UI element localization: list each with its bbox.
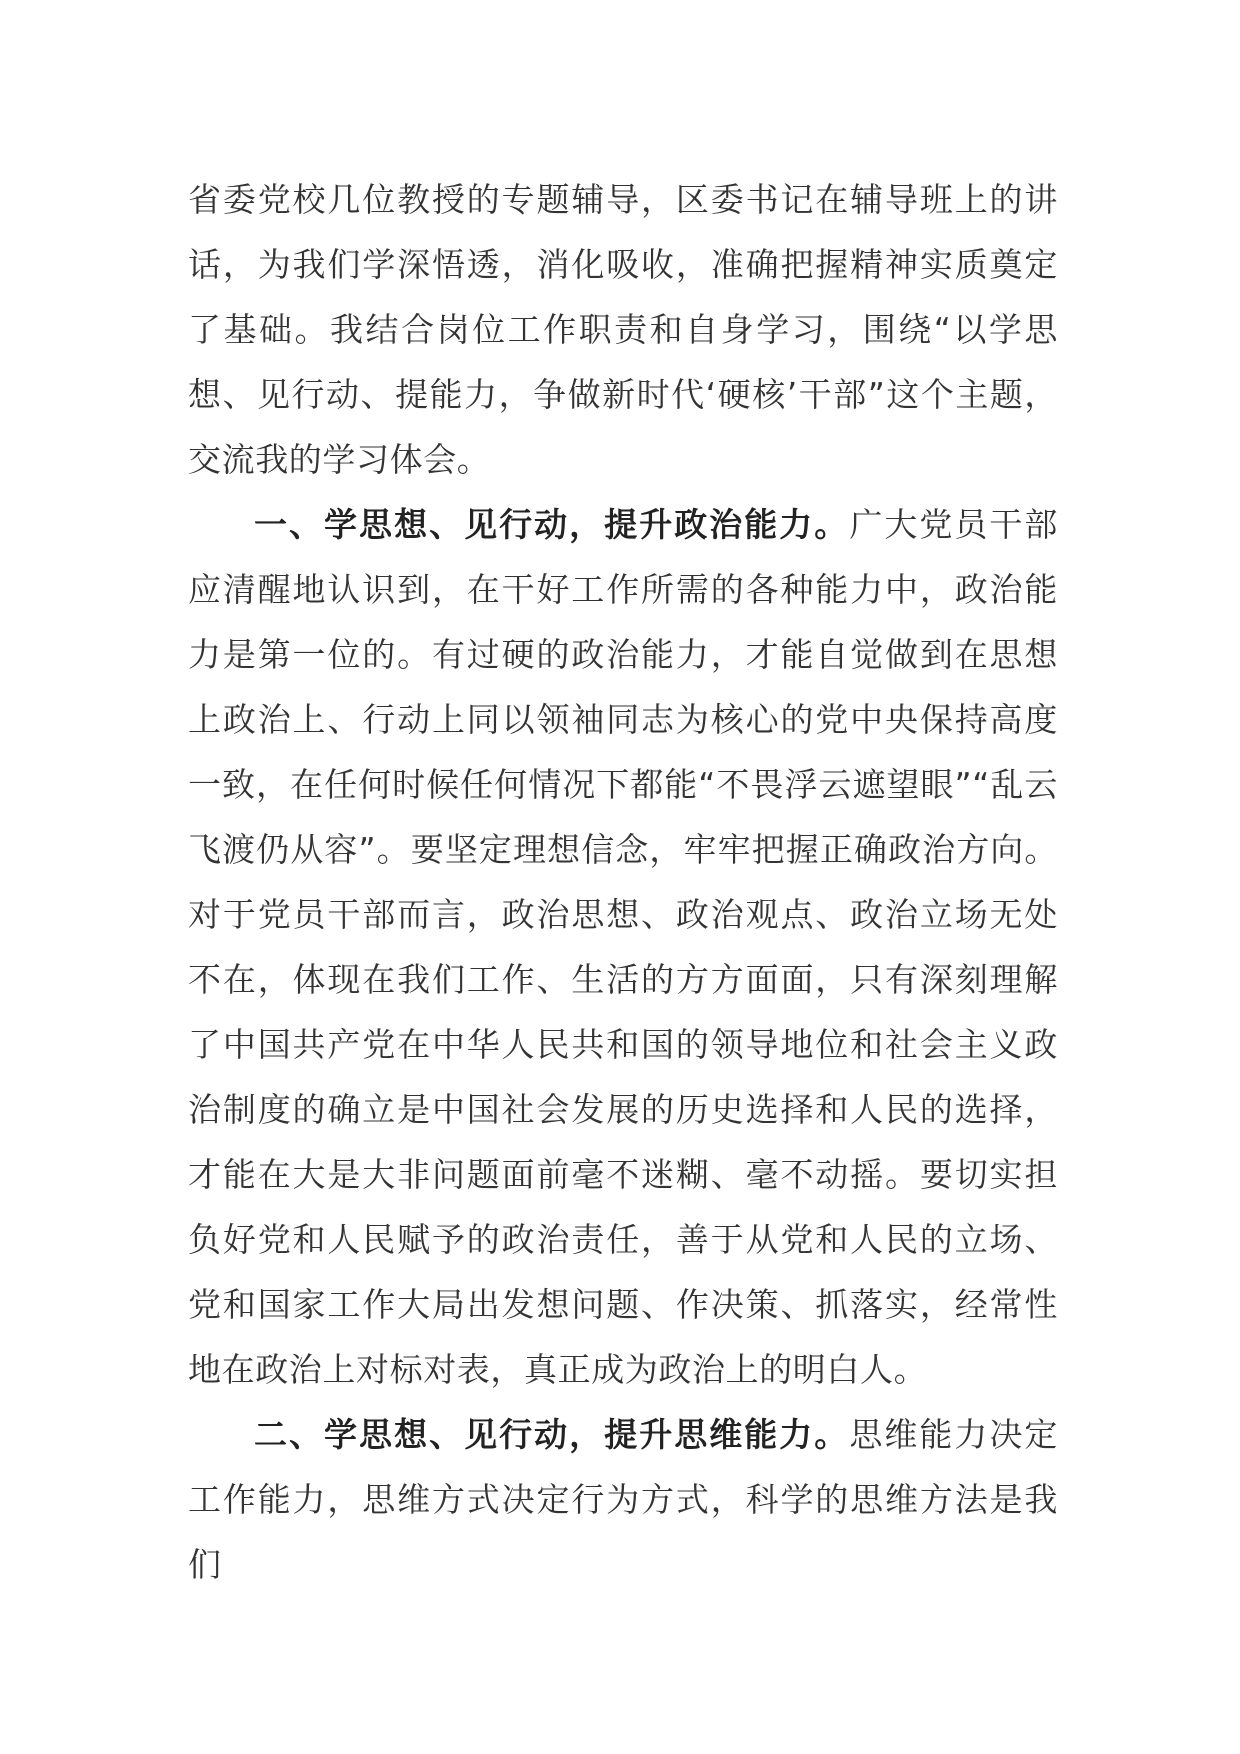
paragraph-text: 省委党校几位教授的专题辅导，区委书记在辅导班上的讲话，为我们学深悟透，消化吸收，准确把握精神实质奠定了基础。我结合岗位工作职责和自身学习，围绕“以学思想、见行动、提能力，争做新时代‘硬核’干部”这个主题，交流我的学习体会。 bbox=[188, 180, 1058, 479]
paragraph-political-ability bbox=[188, 492, 1058, 1402]
section-heading-thinking-ability: 二、学思想、见行动，提升思维能力。 bbox=[254, 1415, 850, 1454]
document-body bbox=[188, 167, 1058, 1597]
paragraph-intro-continuation bbox=[188, 167, 1058, 492]
section-heading-political-ability: 一、学思想、见行动，提升政治能力。 bbox=[254, 505, 850, 544]
paragraph-thinking-ability bbox=[188, 1402, 1058, 1597]
paragraph-text: 思维能力决定工作能力，思维方式决定行为方式，科学的思维方法是我们 bbox=[188, 1415, 1059, 1584]
paragraph-text: 广大党员干部应清醒地认识到，在干好工作所需的各种能力中，政治能力是第一位的。有过硬的政治能力，才能自觉做到在思想上政治上、行动上同以领袖同志为核心的党中央保持高度一致，在任何时候任何情况下都能“不畏浮云遮望眼”“乱云飞渡仍从容”。要坚定理想信念，牢牢把握正确政治方向。对于党员干部而言，政治思想、政治观点、政治立场无处不在，体现在我们工作、生活的方方面面，只有深刻理解了中国共产党在中华人民共和国的领导地位和社会主义政治制度的确立是中国社会发展的历史选择和人民的选择，才能在大是大非问题面前毫不迷糊、毫不动摇。要切实担负好党和人民赋予的政治责任，善于从党和人民的立场、党和国家工作大局出发想问题、作决策、抓落实，经常性地在政治上对标对表，真正成为政治上的明白人。 bbox=[188, 505, 1059, 1389]
